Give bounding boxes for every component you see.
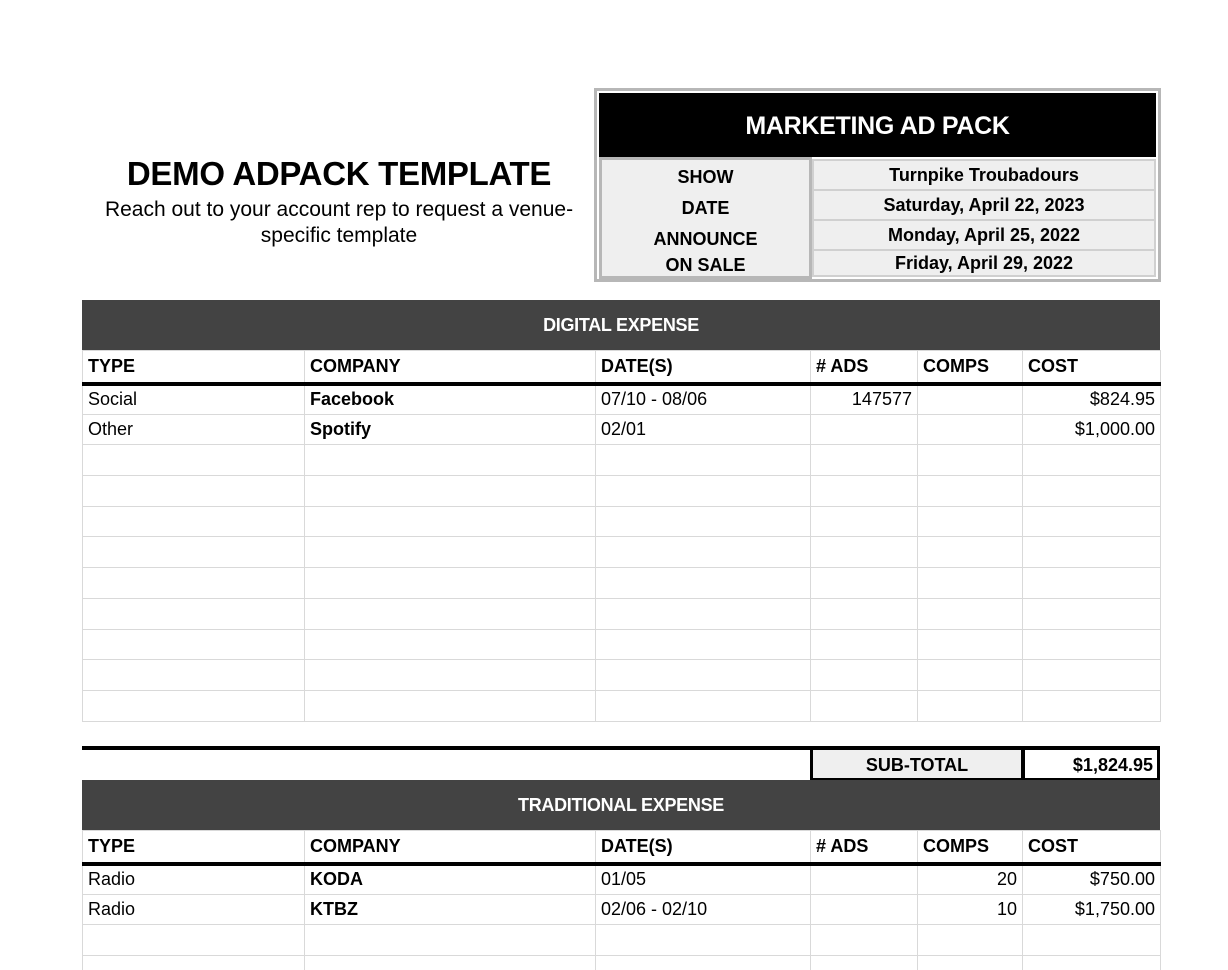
- traditional-expense-table: [82, 830, 1161, 970]
- page-title: DEMO ADPACK TEMPLATE: [126, 155, 552, 192]
- column-header-dates: DATE(S): [596, 831, 811, 864]
- comps-cell[interactable]: [918, 414, 1023, 445]
- cost-cell[interactable]: [1023, 568, 1161, 599]
- comps-cell[interactable]: [918, 568, 1023, 599]
- digital-subtotal-label: SUB-TOTAL: [810, 747, 1024, 781]
- type-cell[interactable]: [83, 690, 305, 721]
- page-subtitle: Reach out to your account rep to request a venue-specific template: [104, 198, 574, 247]
- ad-pack-value-date[interactable]: Saturday, April 22, 2023: [812, 189, 1156, 221]
- table-row: [83, 660, 1161, 691]
- company-cell[interactable]: [305, 445, 596, 476]
- ad-pack-label-on-sale: ON SALE: [665, 255, 746, 275]
- digital-subtotal-value: $1,824.95: [1022, 747, 1160, 781]
- column-header-ads: # ADS: [811, 831, 918, 864]
- digital-header-row: [83, 351, 1161, 384]
- company-cell[interactable]: KODA: [305, 864, 596, 895]
- company-cell[interactable]: KTBZ: [305, 894, 596, 925]
- type-cell[interactable]: Radio: [83, 864, 305, 895]
- digital-expense-header: DIGITAL EXPENSE: [82, 300, 1160, 350]
- table-row: [83, 384, 1161, 415]
- company-cell[interactable]: [305, 660, 596, 691]
- dates-cell[interactable]: 07/10 - 08/06: [596, 384, 811, 415]
- cost-cell[interactable]: [1023, 660, 1161, 691]
- ad-pack-value-show[interactable]: Turnpike Troubadours: [812, 159, 1156, 191]
- company-cell[interactable]: Facebook: [305, 384, 596, 415]
- cost-cell[interactable]: $824.95: [1023, 384, 1161, 415]
- column-header-ads: # ADS: [811, 351, 918, 384]
- column-header-comps: COMPS: [918, 351, 1023, 384]
- ads-cell[interactable]: [811, 414, 918, 445]
- dates-cell[interactable]: [596, 598, 811, 629]
- type-cell[interactable]: [83, 445, 305, 476]
- column-header-company: COMPANY: [305, 831, 596, 864]
- column-header-cost: COST: [1023, 351, 1161, 384]
- cost-cell[interactable]: $1,000.00: [1023, 414, 1161, 445]
- ads-cell[interactable]: [811, 894, 918, 925]
- column-header-type: TYPE: [83, 831, 305, 864]
- table-row: [83, 629, 1161, 660]
- column-header-type: TYPE: [83, 351, 305, 384]
- cost-cell[interactable]: [1023, 476, 1161, 507]
- type-cell[interactable]: Social: [83, 384, 305, 415]
- company-cell[interactable]: [305, 690, 596, 721]
- company-cell[interactable]: [305, 568, 596, 599]
- comps-cell[interactable]: [918, 384, 1023, 415]
- table-row: [83, 690, 1161, 721]
- cost-cell[interactable]: [1023, 537, 1161, 568]
- cost-cell[interactable]: [1023, 956, 1161, 970]
- ads-cell[interactable]: [811, 864, 918, 895]
- table-row: [83, 476, 1161, 507]
- dates-cell[interactable]: [596, 506, 811, 537]
- cost-cell[interactable]: [1023, 506, 1161, 537]
- dates-cell[interactable]: [596, 445, 811, 476]
- ads-cell[interactable]: [811, 956, 918, 970]
- cost-cell[interactable]: $750.00: [1023, 864, 1161, 895]
- title-block: [100, 155, 578, 249]
- table-row: [83, 445, 1161, 476]
- column-header-dates: DATE(S): [596, 351, 811, 384]
- column-header-company: COMPANY: [305, 351, 596, 384]
- comps-cell[interactable]: [918, 660, 1023, 691]
- table-row: [83, 894, 1161, 925]
- ads-cell[interactable]: [811, 445, 918, 476]
- company-cell[interactable]: [305, 629, 596, 660]
- comps-cell[interactable]: [918, 690, 1023, 721]
- comps-cell[interactable]: [918, 506, 1023, 537]
- comps-cell[interactable]: 10: [918, 894, 1023, 925]
- comps-cell[interactable]: [918, 598, 1023, 629]
- comps-cell[interactable]: [918, 476, 1023, 507]
- dates-cell[interactable]: [596, 925, 811, 956]
- comps-cell[interactable]: [918, 956, 1023, 970]
- company-cell[interactable]: [305, 925, 596, 956]
- type-cell[interactable]: [83, 956, 305, 970]
- table-row: [83, 925, 1161, 956]
- type-cell[interactable]: [83, 598, 305, 629]
- marketing-ad-pack: [594, 88, 1161, 282]
- type-cell[interactable]: [83, 476, 305, 507]
- company-cell[interactable]: Spotify: [305, 414, 596, 445]
- comps-cell[interactable]: 20: [918, 864, 1023, 895]
- company-cell[interactable]: [305, 598, 596, 629]
- company-cell[interactable]: [305, 476, 596, 507]
- company-cell[interactable]: [305, 956, 596, 970]
- ad-pack-label-show: SHOW: [677, 167, 734, 187]
- column-header-cost: COST: [1023, 831, 1161, 864]
- ad-pack-labels: [599, 157, 812, 279]
- cost-cell[interactable]: [1023, 445, 1161, 476]
- type-cell[interactable]: [83, 537, 305, 568]
- ads-cell[interactable]: [811, 629, 918, 660]
- ads-cell[interactable]: [811, 476, 918, 507]
- table-row: [83, 414, 1161, 445]
- dates-cell[interactable]: [596, 476, 811, 507]
- cost-cell[interactable]: [1023, 598, 1161, 629]
- table-row: [83, 956, 1161, 970]
- cost-cell[interactable]: [1023, 925, 1161, 956]
- column-header-comps: COMPS: [918, 831, 1023, 864]
- cost-cell[interactable]: [1023, 690, 1161, 721]
- comps-cell[interactable]: [918, 537, 1023, 568]
- comps-cell[interactable]: [918, 445, 1023, 476]
- ads-cell[interactable]: [811, 925, 918, 956]
- type-cell[interactable]: [83, 925, 305, 956]
- type-cell[interactable]: [83, 629, 305, 660]
- dates-cell[interactable]: [596, 660, 811, 691]
- dates-cell[interactable]: [596, 537, 811, 568]
- ads-cell[interactable]: [811, 537, 918, 568]
- ads-cell[interactable]: [811, 690, 918, 721]
- digital-expense-table: [82, 350, 1161, 722]
- table-row: [83, 864, 1161, 895]
- dates-cell[interactable]: [596, 629, 811, 660]
- comps-cell[interactable]: [918, 629, 1023, 660]
- dates-cell[interactable]: 02/01: [596, 414, 811, 445]
- traditional-header-row: [83, 831, 1161, 864]
- table-row: [83, 598, 1161, 629]
- dates-cell[interactable]: [596, 690, 811, 721]
- type-cell[interactable]: Other: [83, 414, 305, 445]
- dates-cell[interactable]: [596, 568, 811, 599]
- ads-cell[interactable]: [811, 660, 918, 691]
- dates-cell[interactable]: [596, 956, 811, 970]
- table-row: [83, 506, 1161, 537]
- table-row: [83, 537, 1161, 568]
- traditional-expense-header: TRADITIONAL EXPENSE: [82, 780, 1160, 830]
- ad-pack-value-announce[interactable]: Monday, April 25, 2022: [812, 219, 1156, 251]
- ad-pack-label-date: DATE: [681, 198, 730, 218]
- ads-cell[interactable]: 147577: [811, 384, 918, 415]
- type-cell[interactable]: [83, 568, 305, 599]
- type-cell[interactable]: Radio: [83, 894, 305, 925]
- ads-cell[interactable]: [811, 506, 918, 537]
- table-row: [83, 568, 1161, 599]
- ad-pack-label-announce: ANNOUNCE: [653, 229, 758, 249]
- type-cell[interactable]: [83, 660, 305, 691]
- ad-pack-value-on-sale[interactable]: Friday, April 29, 2022: [812, 249, 1156, 277]
- cost-cell[interactable]: $1,750.00: [1023, 894, 1161, 925]
- dates-cell[interactable]: 01/05: [596, 864, 811, 895]
- dates-cell[interactable]: 02/06 - 02/10: [596, 894, 811, 925]
- type-cell[interactable]: [83, 506, 305, 537]
- company-cell[interactable]: [305, 506, 596, 537]
- ad-pack-values: [812, 157, 1156, 279]
- comps-cell[interactable]: [918, 925, 1023, 956]
- ad-pack-header: MARKETING AD PACK: [599, 93, 1156, 157]
- ads-cell[interactable]: [811, 598, 918, 629]
- company-cell[interactable]: [305, 537, 596, 568]
- cost-cell[interactable]: [1023, 629, 1161, 660]
- ads-cell[interactable]: [811, 568, 918, 599]
